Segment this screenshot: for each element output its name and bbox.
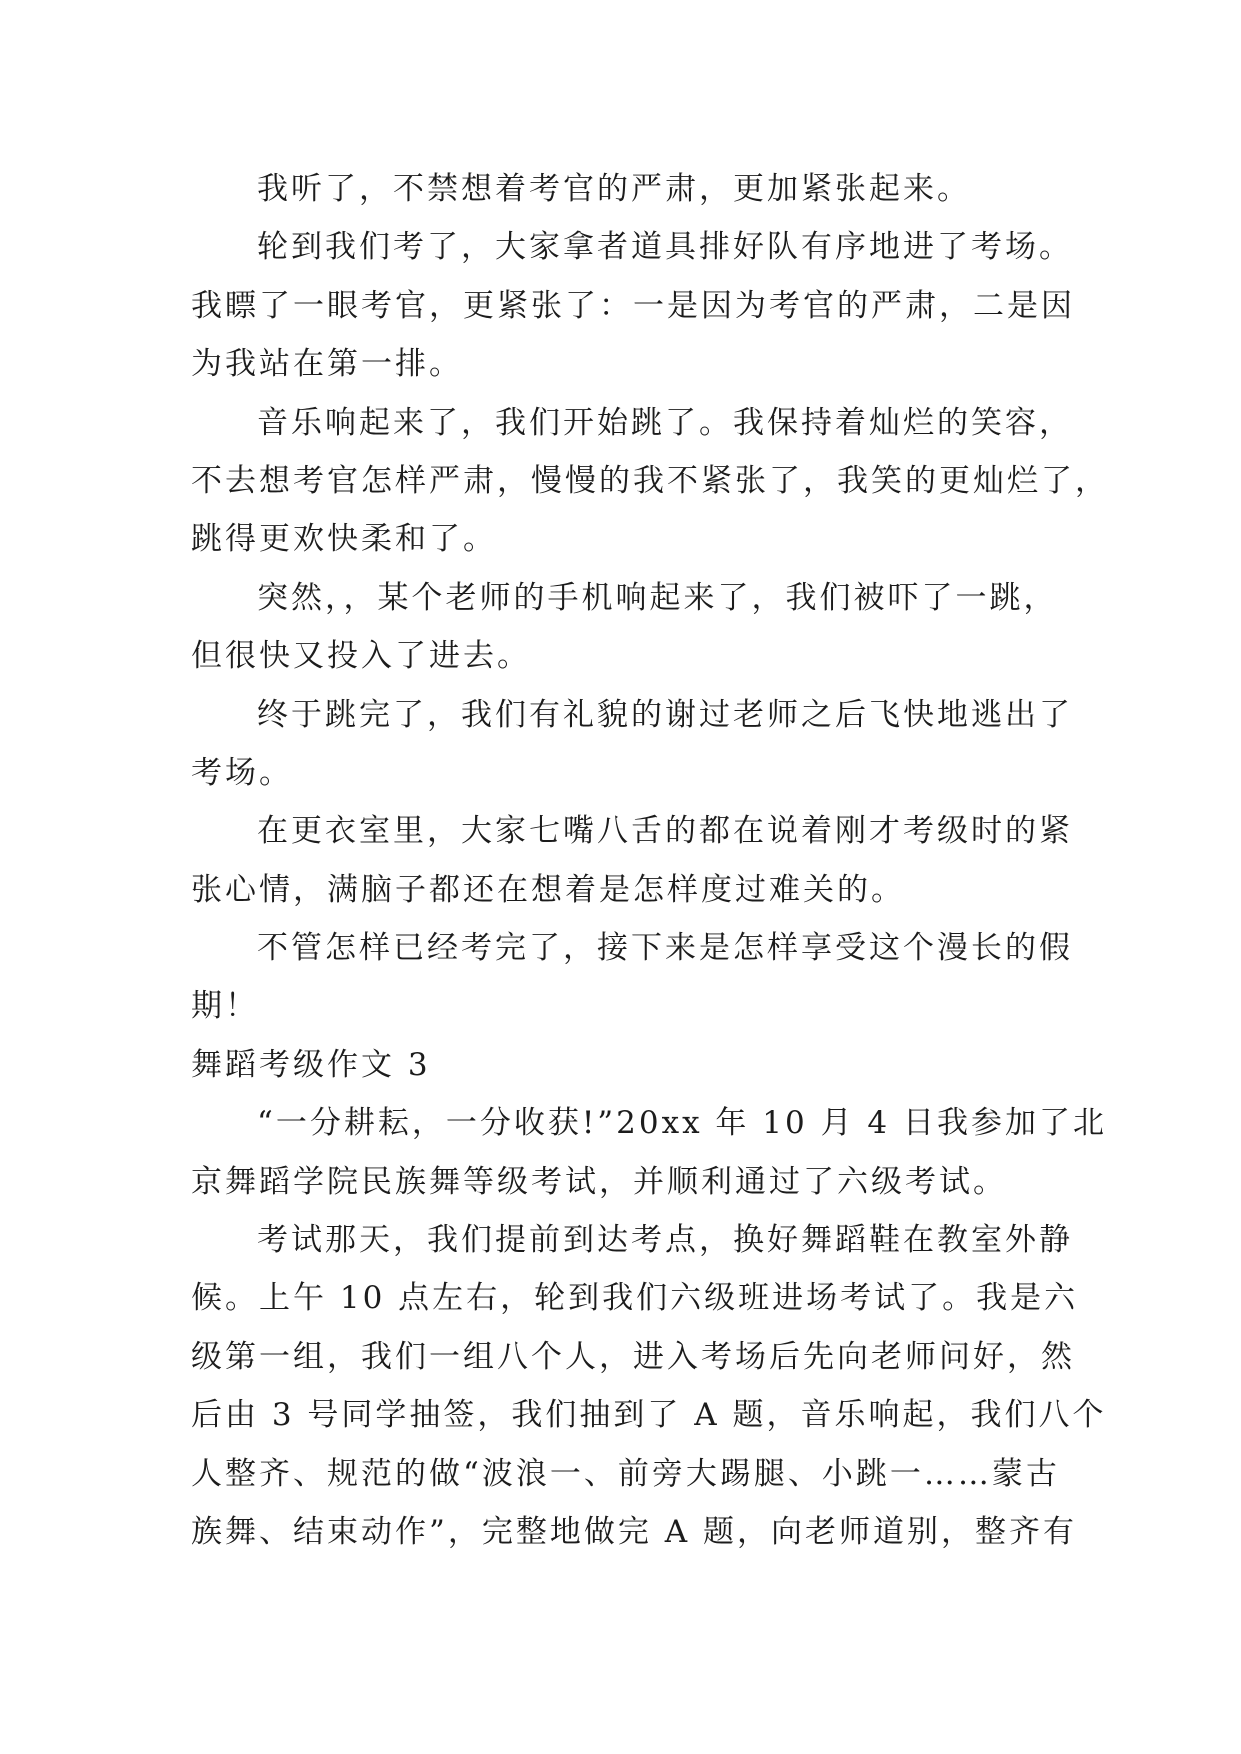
text-line: 考试那天，我们提前到达考点，换好舞蹈鞋在教室外静 xyxy=(257,1222,1073,1259)
section-heading xyxy=(191,1036,1091,1094)
text-line: “一分耕耘，一分收获!”20xx 年 10 月 4 日我参加了北 xyxy=(257,1105,1108,1142)
text-line: 跳得更欢快柔和了。 xyxy=(191,521,497,558)
text-line: 期！ xyxy=(191,988,259,1025)
text-line: 为我站在第一排。 xyxy=(191,346,463,383)
text-line: 级第一组，我们一组八个人，进入考场后先向老师问好，然 xyxy=(191,1338,1075,1375)
paragraph xyxy=(191,394,1109,569)
text-line: 后由 3 号同学抽签，我们抽到了 A 题，音乐响起，我们八个 xyxy=(191,1397,1107,1434)
text-line: 人整齐、规范的做“波浪一、前旁大踢腿、小跳一……蒙古 xyxy=(191,1455,1060,1492)
document-body xyxy=(191,160,1109,1561)
paragraph xyxy=(191,218,1091,393)
text-line: 不去想考官怎样严肃，慢慢的我不紧张了，我笑的更灿烂了， xyxy=(191,462,1109,499)
text-line: 我瞟了一眼考官，更紧张了：一是因为考官的严肃，二是因 xyxy=(191,287,1075,324)
paragraph xyxy=(191,160,1091,218)
text-line: 不管怎样已经考完了，接下来是怎样享受这个漫长的假 xyxy=(257,930,1073,967)
text-line: 轮到我们考了，大家拿者道具排好队有序地进了考场。 xyxy=(257,229,1073,266)
paragraph xyxy=(191,1211,1107,1561)
paragraph xyxy=(191,569,1091,686)
paragraph xyxy=(191,802,1091,919)
text-line: 考场。 xyxy=(191,754,293,791)
section-title: 舞蹈考级作文 3 xyxy=(191,1046,431,1083)
text-line: 音乐响起来了，我们开始跳了。我保持着灿烂的笑容， xyxy=(257,404,1073,441)
text-line: 我听了，不禁想着考官的严肃，更加紧张起来。 xyxy=(257,171,971,207)
text-line: 但很快又投入了进去。 xyxy=(191,638,531,675)
paragraph xyxy=(191,1094,1108,1211)
text-line: 终于跳完了，我们有礼貌的谢过老师之后飞快地逃出了 xyxy=(257,696,1073,733)
text-line: 族舞、结束动作”，完整地做完 A 题，向老师道别，整齐有 xyxy=(191,1513,1077,1550)
text-line: 候。上午 10 点左右，轮到我们六级班进场考试了。我是六 xyxy=(191,1280,1079,1317)
text-line: 在更衣室里，大家七嘴八舌的都在说着刚才考级时的紧 xyxy=(257,813,1073,850)
paragraph xyxy=(191,686,1091,803)
paragraph xyxy=(191,919,1091,1036)
text-line: 突然，，某个老师的手机响起来了，我们被吓了一跳， xyxy=(257,579,1058,616)
text-line: 张心情，满脑子都还在想着是怎样度过难关的。 xyxy=(191,871,905,908)
text-line: 京舞蹈学院民族舞等级考试，并顺利通过了六级考试。 xyxy=(191,1163,1007,1200)
